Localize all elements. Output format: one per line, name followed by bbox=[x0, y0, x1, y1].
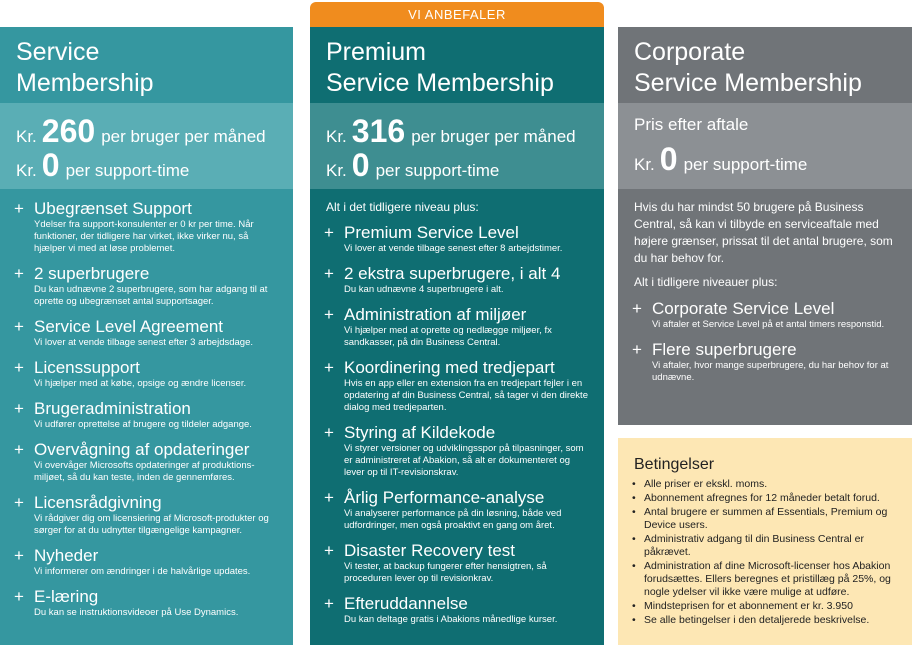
price-text: Pris efter aftale bbox=[634, 115, 749, 134]
plus-icon: + bbox=[324, 264, 334, 283]
plus-icon: + bbox=[324, 488, 334, 507]
price-band bbox=[618, 103, 912, 189]
terms-item bbox=[632, 506, 900, 532]
terms-item bbox=[632, 478, 900, 491]
terms-box bbox=[618, 438, 912, 645]
feature-title: Administration af miljøer bbox=[344, 305, 527, 324]
plan-intro-2: Alt i tidligere niveauer plus: bbox=[634, 275, 778, 289]
plan-title bbox=[310, 27, 604, 103]
feature-desc: Vi overvåger Microsofts opdateringer af produktions-miljøet, så du kan teste, inden de gennemføres. bbox=[34, 460, 255, 483]
price-band bbox=[310, 103, 604, 189]
terms-item-text: Mindsteprisen for et abonnement er kr. 3.950 bbox=[644, 600, 853, 612]
feature-title: Brugeradministration bbox=[34, 399, 191, 418]
price-value: 260 bbox=[41, 113, 96, 149]
bullet-icon: • bbox=[632, 492, 636, 504]
price-line bbox=[16, 113, 293, 147]
feature-title: Flere superbrugere bbox=[652, 340, 797, 359]
feature-item bbox=[632, 340, 912, 384]
feature-desc: Du kan deltage gratis i Abakions månedlige kurser. bbox=[344, 614, 558, 625]
plus-icon: + bbox=[324, 358, 334, 377]
feature-title: Corporate Service Level bbox=[652, 299, 835, 318]
bullet-icon: • bbox=[632, 560, 636, 572]
feature-desc: Vi analyserer performance på din løsning, både ved udfordringer, men også proaktivt en gang om året. bbox=[344, 508, 562, 531]
feature-title: Premium Service Level bbox=[344, 223, 519, 242]
hour-unit: per support-time bbox=[65, 161, 190, 180]
plan-premium bbox=[310, 27, 604, 645]
price-unit: per bruger per måned bbox=[101, 127, 266, 146]
plus-icon: + bbox=[324, 423, 334, 442]
plus-icon: + bbox=[14, 264, 24, 283]
feature-desc: Vi aftaler et Service Level på et antal timers responstid. bbox=[652, 319, 885, 330]
feature-title: Nyheder bbox=[34, 546, 99, 565]
terms-item bbox=[632, 560, 900, 599]
terms-item bbox=[632, 614, 900, 627]
bullet-icon: • bbox=[632, 614, 636, 626]
feature-title: E-læring bbox=[34, 587, 99, 606]
hour-currency: Kr. bbox=[16, 161, 37, 180]
price-unit: per bruger per måned bbox=[411, 127, 576, 146]
feature-item bbox=[14, 358, 293, 390]
hour-value: 0 bbox=[351, 147, 370, 183]
feature-item bbox=[324, 594, 604, 626]
feature-title: 2 ekstra superbrugere, i alt 4 bbox=[344, 264, 561, 283]
plus-icon: + bbox=[14, 493, 24, 512]
feature-item bbox=[324, 264, 604, 296]
feature-title: Disaster Recovery test bbox=[344, 541, 515, 560]
plus-icon: + bbox=[14, 358, 24, 377]
bullet-icon: • bbox=[632, 478, 636, 490]
feature-desc: Vi hjælper med at oprette og nedlægge miljøer, fx sandkasser, på din Business Central. bbox=[344, 325, 552, 348]
terms-title: Betingelser bbox=[634, 456, 715, 473]
feature-title: Service Level Agreement bbox=[34, 317, 223, 336]
hour-unit: per support-time bbox=[375, 161, 500, 180]
hour-price-line bbox=[16, 147, 293, 181]
plan-intro: Hvis du har mindst 50 brugere på Business Central, så kan vi tilbyde en serviceaftale med højere grænser, prissat til det antal brugere, som du har behov for. bbox=[634, 200, 893, 265]
terms-list bbox=[618, 474, 912, 627]
feature-item bbox=[14, 317, 293, 349]
hour-currency: Kr. bbox=[326, 161, 347, 180]
feature-title: Styring af Kildekode bbox=[344, 423, 496, 442]
plan-title-line1: Service bbox=[16, 38, 100, 66]
plus-icon: + bbox=[14, 587, 24, 606]
price-value: 316 bbox=[351, 113, 406, 149]
feature-title: Koordinering med tredjepart bbox=[344, 358, 555, 377]
feature-title: Licensrådgivning bbox=[34, 493, 162, 512]
feature-item bbox=[14, 440, 293, 484]
plan-corporate bbox=[618, 27, 912, 425]
feature-item bbox=[14, 399, 293, 431]
feature-item bbox=[324, 488, 604, 532]
feature-title: Overvågning af opdateringer bbox=[34, 440, 250, 459]
feature-item bbox=[324, 305, 604, 349]
feature-desc: Du kan se instruktionsvideoer på Use Dynamics. bbox=[34, 607, 239, 618]
plus-icon: + bbox=[324, 305, 334, 324]
feature-list bbox=[310, 215, 604, 626]
bullet-icon: • bbox=[632, 600, 636, 612]
plan-title-line2: Membership bbox=[16, 69, 154, 97]
recommended-badge: VI ANBEFALER bbox=[310, 2, 604, 28]
plan-service bbox=[0, 27, 293, 645]
plus-icon: + bbox=[324, 223, 334, 242]
bullet-icon: • bbox=[632, 533, 636, 545]
feature-item bbox=[14, 587, 293, 619]
plan-title-line2: Service Membership bbox=[634, 69, 862, 97]
feature-desc: Du kan udnævne 4 superbrugere i alt. bbox=[344, 284, 504, 295]
feature-item bbox=[14, 546, 293, 578]
feature-title: Årlig Performance-analyse bbox=[344, 488, 545, 507]
feature-desc: Vi udfører oprettelse af brugere og tildeler adgange. bbox=[34, 419, 252, 430]
price-band bbox=[0, 103, 293, 189]
feature-desc: Du kan udnævne 2 superbrugere, som har adgang til at oprette og ubegrænset antal supportsager. bbox=[34, 284, 268, 307]
hour-price-line bbox=[634, 141, 912, 175]
feature-desc: Hvis en app eller en extension fra en tredjepart fejler i en opdatering af din Business Central, så tager vi den direkte dialog med tredjeparten. bbox=[344, 378, 588, 413]
feature-desc: Vi informerer om ændringer i de halvårlige updates. bbox=[34, 566, 251, 577]
price-currency: Kr. bbox=[326, 127, 347, 146]
hour-value: 0 bbox=[659, 141, 678, 177]
terms-item-text: Abonnement afregnes for 12 måneder betalt forud. bbox=[644, 492, 880, 504]
plus-icon: + bbox=[324, 594, 334, 613]
feature-desc: Vi styrer versioner og udviklingsspor på tilpasninger, som er administreret af Abakion, så alt er dokumenteret og lever op til IT-revisionskrav. bbox=[344, 443, 584, 478]
hour-currency: Kr. bbox=[634, 155, 655, 174]
terms-item bbox=[632, 600, 900, 613]
price-currency: Kr. bbox=[16, 127, 37, 146]
plus-icon: + bbox=[14, 399, 24, 418]
feature-desc: Vi hjælper med at købe, opsige og ændre licenser. bbox=[34, 378, 247, 389]
feature-desc: Vi rådgiver dig om licensiering af Microsoft-produkter og sørger for at du udnytter tilgængelige kampagner. bbox=[34, 513, 269, 536]
plus-icon: + bbox=[14, 199, 24, 218]
terms-item-text: Antal brugere er summen af Essentials, Premium og Device users. bbox=[644, 506, 888, 531]
feature-list bbox=[0, 189, 293, 619]
terms-item-text: Administrativ adgang til din Business Central er påkrævet. bbox=[644, 533, 865, 558]
feature-title: 2 superbrugere bbox=[34, 264, 150, 283]
feature-desc: Vi aftaler, hvor mange superbrugere, du har behov for at udnævne. bbox=[652, 360, 889, 383]
feature-desc: Ydelser fra support-konsulenter er 0 kr per time. Når funktioner, der tidligere har virket, ikke virker nu, så hjælper vi med at løse problemet. bbox=[34, 219, 254, 254]
price-line bbox=[326, 113, 604, 147]
hour-value: 0 bbox=[41, 147, 60, 183]
bullet-icon: • bbox=[632, 506, 636, 518]
plan-title-line2: Service Membership bbox=[326, 69, 554, 97]
plus-icon: + bbox=[14, 546, 24, 565]
feature-desc: Vi lover at vende tilbage senest efter 8 arbejdstimer. bbox=[344, 243, 563, 254]
hour-price-line bbox=[326, 147, 604, 181]
feature-desc: Vi lover at vende tilbage senest efter 3 arbejdsdage. bbox=[34, 337, 253, 348]
terms-item-text: Se alle betingelser i den detaljerede beskrivelse. bbox=[644, 614, 870, 626]
feature-title: Efteruddannelse bbox=[344, 594, 468, 613]
feature-list bbox=[618, 289, 912, 384]
feature-item bbox=[324, 358, 604, 414]
terms-item bbox=[632, 533, 900, 559]
plan-title bbox=[0, 27, 293, 103]
feature-title: Licenssupport bbox=[34, 358, 140, 377]
terms-item bbox=[632, 492, 900, 505]
plan-title bbox=[618, 27, 912, 103]
feature-item bbox=[324, 423, 604, 479]
hour-unit: per support-time bbox=[683, 155, 808, 174]
feature-desc: Vi tester, at backup fungerer efter hensigtren, så proceduren lever op til revisionkrav. bbox=[344, 561, 547, 584]
plus-icon: + bbox=[14, 317, 24, 336]
feature-item bbox=[324, 223, 604, 255]
plus-icon: + bbox=[632, 299, 642, 318]
terms-item-text: Alle priser er ekskl. moms. bbox=[644, 478, 768, 490]
plan-title-line1: Corporate bbox=[634, 38, 746, 66]
feature-item bbox=[14, 264, 293, 308]
feature-item bbox=[324, 541, 604, 585]
plus-icon: + bbox=[632, 340, 642, 359]
feature-item bbox=[14, 199, 293, 255]
terms-item-text: Administration af dine Microsoft-licenser hos Abakion forudsættes. Ellers beregnes et pristillæg på 25%, og nogle ydelser vil ikke være mulige at udføre. bbox=[644, 560, 891, 598]
plan-title-line1: Premium bbox=[326, 38, 427, 66]
feature-title: Ubegrænset Support bbox=[34, 199, 192, 218]
feature-item bbox=[632, 299, 912, 331]
feature-item bbox=[14, 493, 293, 537]
plan-intro: Alt i det tidligere niveau plus: bbox=[326, 200, 479, 214]
plus-icon: + bbox=[324, 541, 334, 560]
plus-icon: + bbox=[14, 440, 24, 459]
